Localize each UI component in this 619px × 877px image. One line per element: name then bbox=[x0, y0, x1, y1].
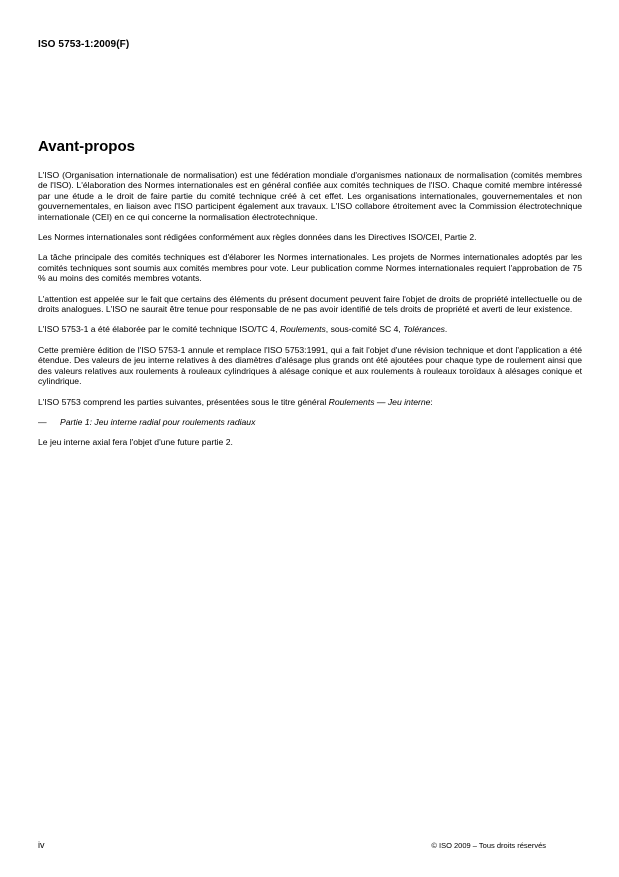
subcommittee-name: Tolérances bbox=[403, 324, 445, 335]
paragraph-future-part: Le jeu interne axial fera l'objet d'une future partie 2. bbox=[38, 437, 233, 448]
prepared-by-middle: , sous-comité SC 4, bbox=[325, 324, 404, 335]
document-code: ISO 5753-1:2009(F) bbox=[38, 39, 130, 50]
parts-suffix: : bbox=[430, 396, 433, 407]
list-item bbox=[38, 417, 582, 427]
foreword-body bbox=[38, 170, 582, 458]
general-title: Roulements — Jeu interne bbox=[328, 396, 431, 407]
parts-prefix: L'ISO 5753 comprend les parties suivantes, présentées sous le titre général bbox=[38, 396, 329, 407]
committee-name: Roulements bbox=[279, 324, 326, 335]
prepared-by-prefix: L'ISO 5753-1 a été élaborée par le comité technique ISO/TC 4, bbox=[38, 324, 280, 335]
page-number: iv bbox=[38, 840, 45, 850]
paragraph-patent-rights: L'attention est appelée sur le fait que certains des éléments du présent document peuvent faire l'objet de droits de propriété intellectuelle ou de droits analogues. L'ISO ne saurait être tenue pour responsable de ne pas avoir identifié de tels droits de propriété et averti de leur existence. bbox=[38, 293, 582, 315]
paragraph-directives: Les Normes internationales sont rédigées conformément aux règles données dans les Directives ISO/CEI, Partie 2. bbox=[38, 232, 477, 243]
dash-bullet: — bbox=[38, 416, 47, 427]
prepared-by-suffix: . bbox=[444, 324, 448, 335]
copyright-notice: © ISO 2009 – Tous droits réservés bbox=[431, 841, 546, 850]
part-1-title: Partie 1: Jeu interne radial pour roulements radiaux bbox=[60, 416, 256, 427]
paragraph-iso-organisation: L'ISO (Organisation internationale de normalisation) est une fédération mondiale d'organismes nationaux de normalisation (comités membres de l'ISO). L'élaboration des Normes internationales est en général confiée aux comités techniques de l'ISO. Chaque comité membre intéressé par une étude a le droit de faire partie du comité technique créé à cet effet. Les organisations internationales, gouvernementales et non gouvernementales, en liaison avec l'ISO participent également aux travaux. L'ISO collabore étroitement avec la Commission électrotechnique internationale (CEI) en ce qui concerne la normalisation électrotechnique. bbox=[38, 170, 582, 222]
paragraph-prepared-by bbox=[38, 324, 582, 334]
paragraph-edition: Cette première édition de l'ISO 5753-1 annule et remplace l'ISO 5753:1991, qui a fait l'objet d'une révision technique et dont l'application a été étendue. Des valeurs de jeu interne relatives à des diamètres d'alésage plus grands ont été ajoutées pour chaque type de roulement ainsi que des valeurs relatives aux roulements à rouleaux cylindriques à alésage conique et aux roulements à rouleaux toroïdaux à alésages conique et cylindrique. bbox=[38, 344, 582, 387]
page-title: Avant-propos bbox=[38, 138, 135, 155]
paragraph-parts bbox=[38, 397, 582, 407]
paragraph-technical-committees: La tâche principale des comités techniques est d'élaborer les Normes internationales. Les projets de Normes internationales adoptés par les comités techniques sont soumis aux comités membres pour vote. Leur publication comme Normes internationales requiert l'approbation de 75 % au moins des comités membres votants. bbox=[38, 252, 582, 284]
